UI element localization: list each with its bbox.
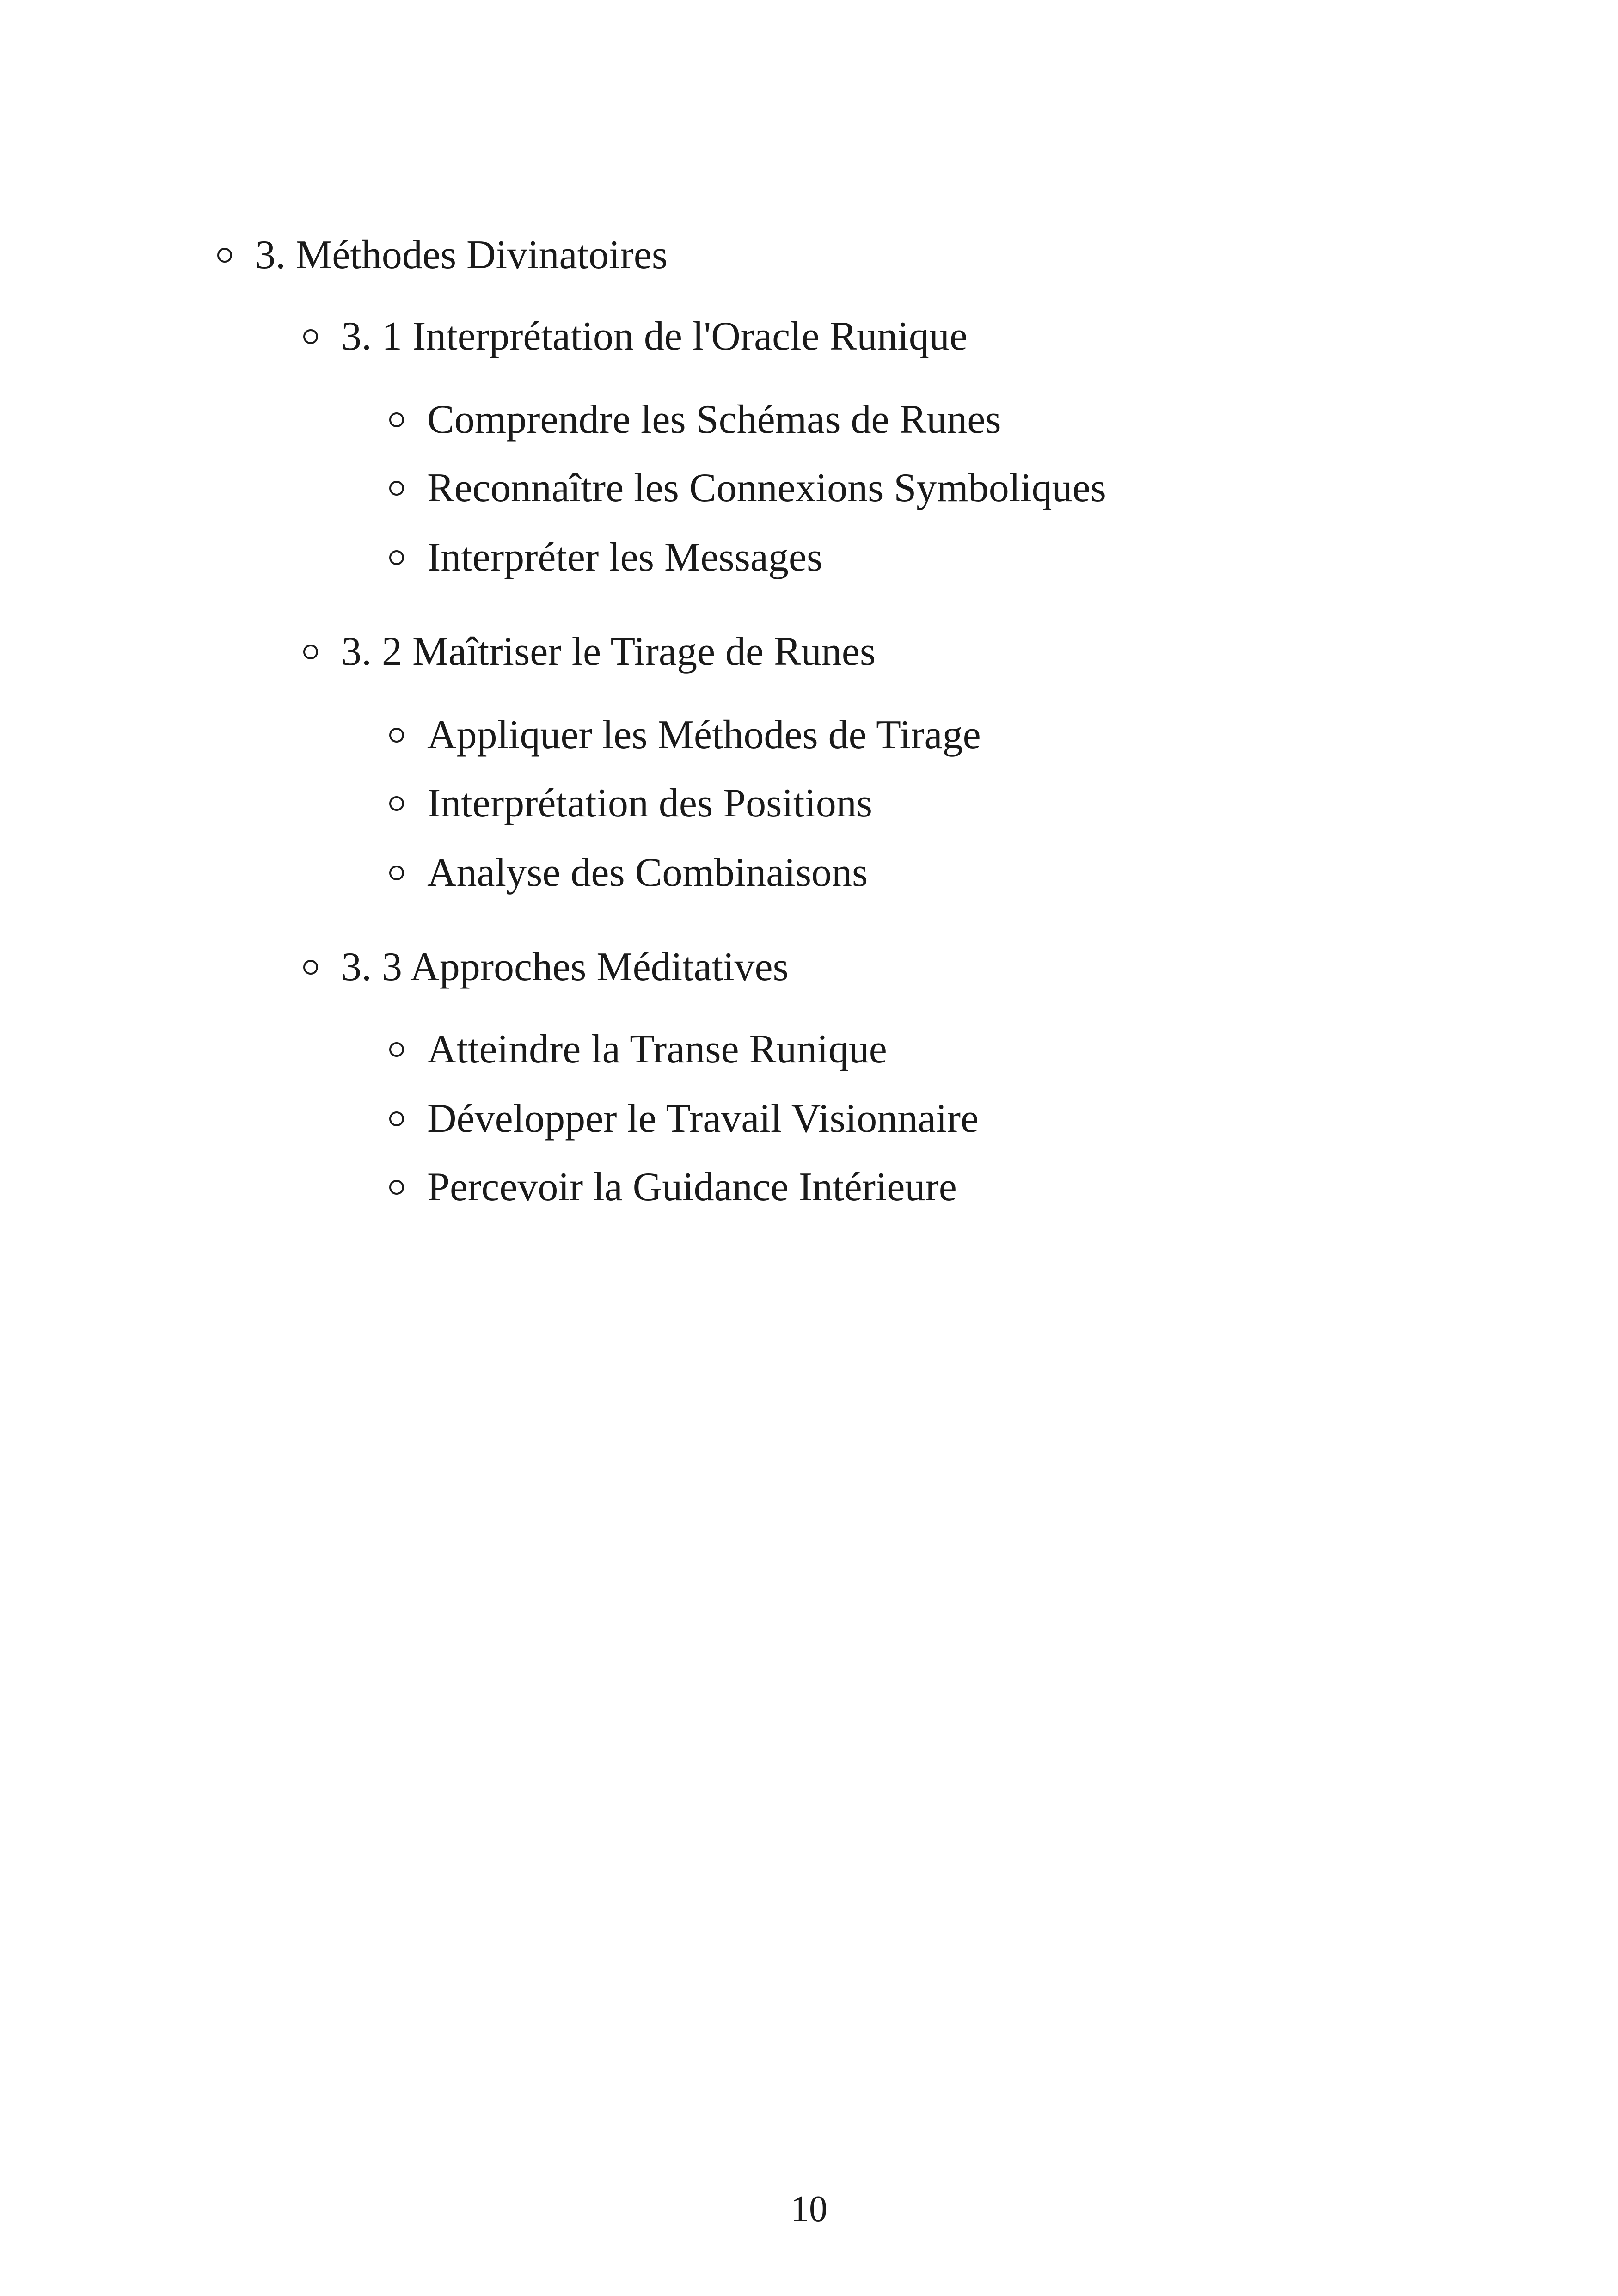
toc-subsection	[303, 316, 968, 357]
hollow-circle-bullet-icon	[303, 645, 318, 659]
toc-item	[389, 850, 868, 895]
hollow-circle-bullet-icon	[389, 1111, 404, 1126]
toc-item	[389, 712, 981, 757]
toc-item-label: Percevoir la Guidance Intérieure	[427, 1165, 957, 1209]
hollow-circle-bullet-icon	[389, 550, 404, 565]
hollow-circle-bullet-icon	[389, 796, 404, 811]
toc-section-title: 3. Méthodes Divinatoires	[255, 233, 668, 277]
toc-item	[389, 1029, 887, 1070]
hollow-circle-bullet-icon	[389, 412, 404, 427]
toc-section	[217, 235, 668, 276]
toc-item	[389, 1167, 957, 1208]
hollow-circle-bullet-icon	[217, 248, 232, 263]
hollow-circle-bullet-icon	[303, 960, 318, 975]
page-number: 10	[791, 2189, 827, 2229]
toc-item	[389, 1096, 979, 1141]
hollow-circle-bullet-icon	[389, 1180, 404, 1195]
toc-item-label: Atteindre la Transe Runique	[427, 1027, 887, 1072]
toc-subsection	[303, 629, 876, 674]
toc-item-label: Interpréter les Messages	[427, 535, 823, 580]
toc-subsection-title: 3. 2 Maîtriser le Tirage de Runes	[341, 629, 876, 674]
toc-item-label: Appliquer les Méthodes de Tirage	[427, 712, 981, 757]
toc-item-label: Interprétation des Positions	[427, 781, 872, 826]
toc-item-label: Développer le Travail Visionnaire	[427, 1096, 979, 1141]
toc-item	[389, 783, 872, 824]
toc-subsection	[303, 947, 789, 988]
hollow-circle-bullet-icon	[389, 1042, 404, 1057]
toc-item-label: Reconnaître les Connexions Symboliques	[427, 466, 1106, 510]
toc-subsection-title: 3. 3 Approches Méditatives	[341, 945, 789, 989]
toc-item-label: Analyse des Combinaisons	[427, 850, 868, 895]
toc-item	[389, 399, 1001, 440]
hollow-circle-bullet-icon	[389, 866, 404, 880]
hollow-circle-bullet-icon	[389, 481, 404, 496]
hollow-circle-bullet-icon	[389, 728, 404, 743]
toc-item-label: Comprendre les Schémas de Runes	[427, 397, 1001, 442]
toc-item	[389, 468, 1106, 509]
toc-item	[389, 537, 822, 578]
hollow-circle-bullet-icon	[303, 329, 318, 344]
toc-subsection-title: 3. 1 Interprétation de l'Oracle Runique	[341, 314, 968, 359]
